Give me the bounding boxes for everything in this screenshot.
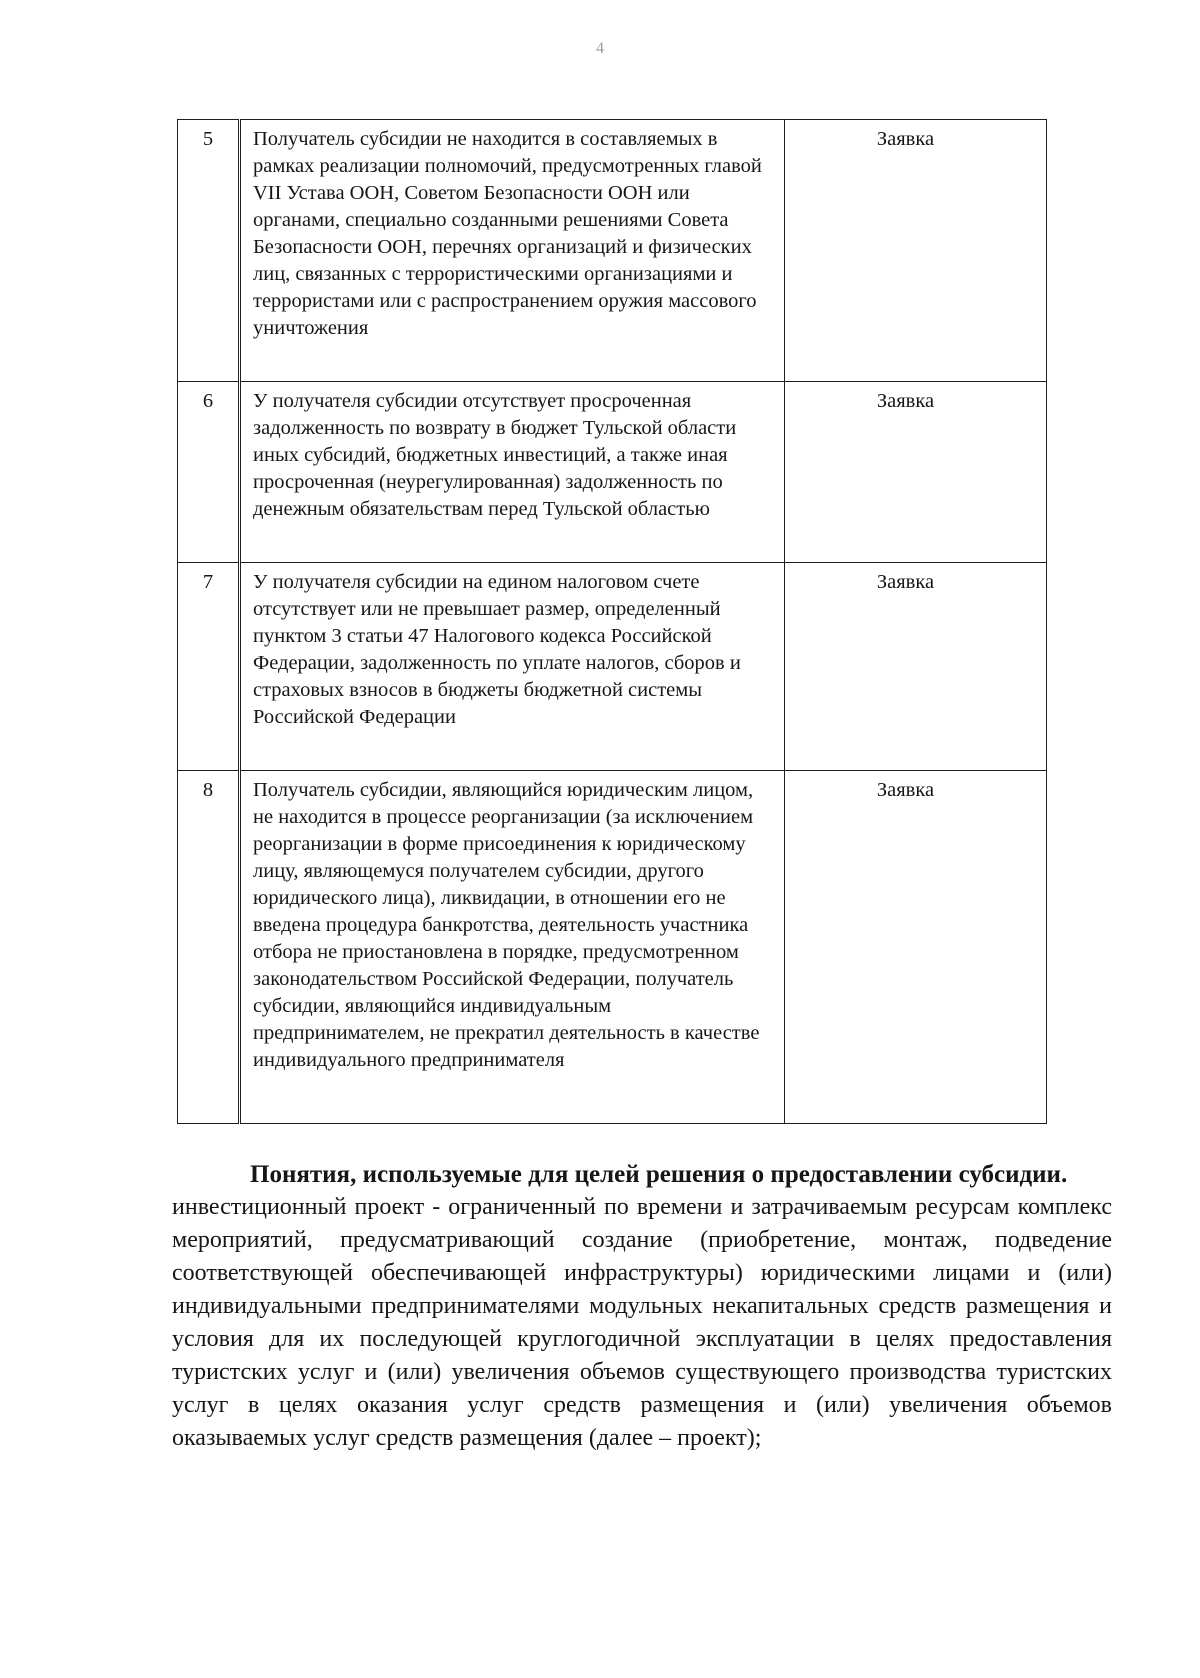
table-row: [178, 382, 1047, 563]
table-row: [178, 563, 1047, 771]
confirming-document: Заявка: [785, 563, 1047, 771]
requirements-table: [177, 119, 1047, 1124]
confirming-document: Заявка: [785, 120, 1047, 382]
table-row: [178, 771, 1047, 1124]
definitions-section: [172, 1158, 1112, 1455]
requirement-text: У получателя субсидии отсутствует просроченная задолженность по возврату в бюджет Тульской области иных субсидий, бюджетных инвестиций, а также иная просроченная (неурегулированная) задолженность по денежным обязательствам перед Тульской областью: [240, 382, 785, 563]
row-number: 6: [178, 382, 240, 563]
table-row: [178, 120, 1047, 382]
requirement-text: Получатель субсидии, являющийся юридическим лицом, не находится в процессе реорганизации (за исключением реорганизации в форме присоединения к юридическому лицу, являющемуся получателем субсидии, другого юридического лица), ликвидации, в отношении его не введена процедура банкротства, деятельность участника отбора не приостановлена в порядке, предусмотренном законодательством Российской Федерации, получатель субсидии, являющийся индивидуальным предпринимателем, не прекратил деятельность в качестве индивидуального предпринимателя: [240, 771, 785, 1124]
page-number: 4: [596, 40, 604, 57]
row-number: 7: [178, 563, 240, 771]
section-heading: Понятия, используемые для целей решения о предоставлении субсидии.: [250, 1161, 1068, 1188]
row-number: 8: [178, 771, 240, 1124]
confirming-document: Заявка: [785, 382, 1047, 563]
confirming-document: Заявка: [785, 771, 1047, 1124]
requirement-text: У получателя субсидии на едином налоговом счете отсутствует или не превышает размер, определенный пунктом 3 статьи 47 Налогового кодекса Российской Федерации, задолженность по уплате налогов, сборов и страховых взносов в бюджеты бюджетной системы Российской Федерации: [240, 563, 785, 771]
row-number: 5: [178, 120, 240, 382]
definition-paragraph: инвестиционный проект - ограниченный по времени и затрачиваемым ресурсам комплекс мероприятий, предусматривающий создание (приобретение, монтаж, подведение соответствующей обеспечивающей инфраструктуры) юридическими лицами и (или) индивидуальными предпринимателями модульных некапитальных средств размещения и условия для их последующей круглогодичной эксплуатации в целях предоставления туристских услуг и (или) увеличения объемов существующего производства туристских услуг в целях оказания услуг средств размещения и (или) увеличения объемов оказываемых услуг средств размещения (далее – проект);: [172, 1194, 1112, 1451]
requirement-text: Получатель субсидии не находится в составляемых в рамках реализации полномочий, предусмотренных главой VII Устава ООН, Советом Безопасности ООН или органами, специально созданными решениями Совета Безопасности ООН, перечнях организаций и физических лиц, связанных с террористическими организациями и террористами или с распространением оружия массового уничтожения: [240, 120, 785, 382]
